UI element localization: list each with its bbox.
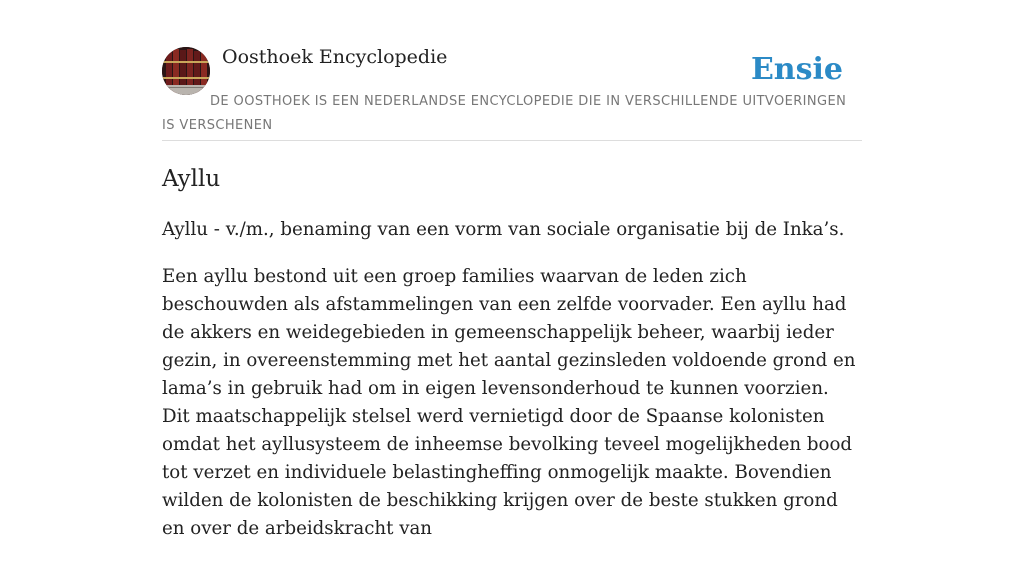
site-name[interactable]: Oosthoek Encyclopedie (222, 46, 448, 68)
site-header (162, 0, 862, 141)
encyclopedia-books-icon[interactable] (162, 47, 210, 95)
ensie-logo-link[interactable]: Ensie (750, 52, 843, 87)
article-paragraph: Ayllu - v./m., benaming van een vorm van sociale organisatie bij de Inka’s. (162, 219, 845, 240)
page (162, 0, 862, 539)
article-content (162, 216, 862, 562)
article-paragraph: Een ayllu bestond uit een groep families waarvan de leden zich beschouwden als afstammelingen van een zelfde voorvader. Een ayllu had de akkers en weidegebieden in gemeenschappelijk beheer, waarbij ieder gezin, in overeenstemming met het aantal gezinsleden voldoende grond en lama’s in gebruik had om in eigen levensonderhoud te kunnen voorzien. Dit maatschappelijk stelsel werd vernietigd door de Spaanse kolonisten omdat het ayllusysteem de inheemse bevolking teveel mogelijkheden bood tot verzet en individuele belastingheffing onmogelijk maakte. Bovendien wilden de kolonisten de beschikking krijgen over de beste stukken grond en over de arbeidskracht van (162, 266, 856, 539)
site-tagline: DE OOSTHOEK IS EEN NEDERLANDSE ENCYCLOPEDIE DIE IN VERSCHILLENDE UITVOERINGEN IS VERSCHENEN (162, 94, 847, 133)
article-title: Ayllu (162, 166, 221, 192)
